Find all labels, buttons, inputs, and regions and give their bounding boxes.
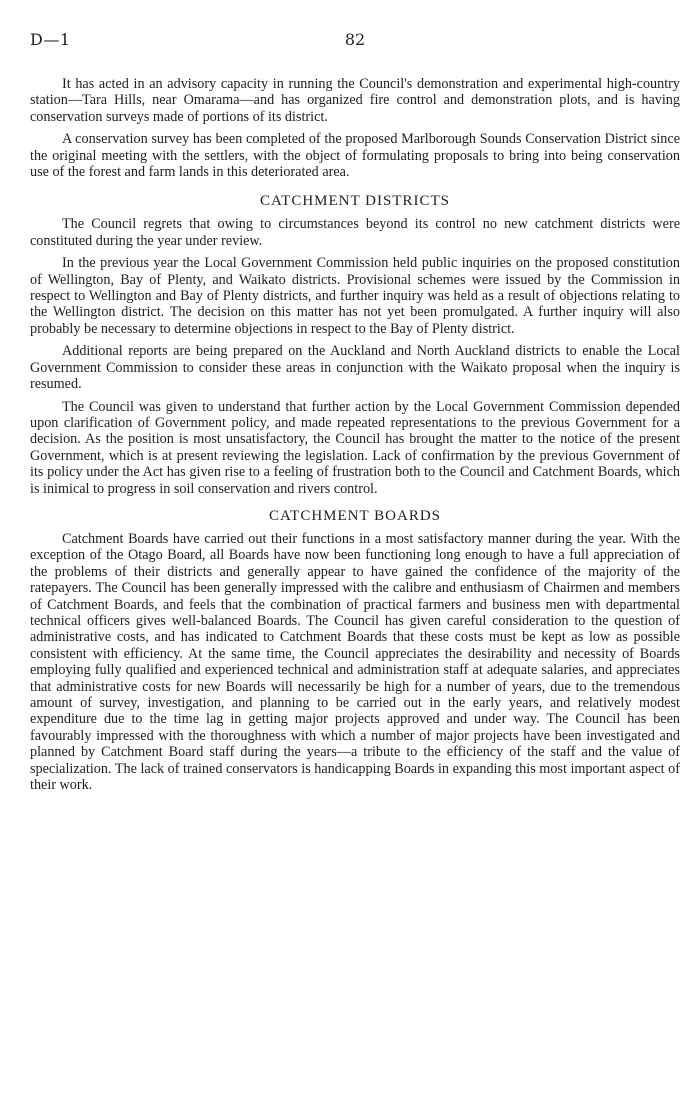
paragraph: Catchment Boards have carried out their functions in a most satisfactory manner during the year. With the exception of the Otago Board, all Boards have now been functioning long enough to have a full appreciation of the problems of their districts and generally appear to have gained the confidence of the majority of the ratepayers. The Council has been generally impressed with the calibre and enthusiasm of Chairmen and members of Catchment Boards, and feels that the combination of practical farmers and business men with departmental technical officers gives well-balanced Boards. The Council has given careful consideration to the question of administrative costs, and has indicated to Catchment Boards that these costs must be kept as low as possible consistent with efficiency. At the same time, the Council appreciates the desirability and necessity of Boards employing fully qualified and experienced technical and administration staff at adequate salaries, and appreciates that administrative costs for new Boards will necessarily be high for a number of years, due to the tremendous amount of survey, investigation, and planning to be carried out in the early years, and relatively modest expenditure due to the time lag in getting major projects approved and under way. The Council has been favourably impressed with the thoroughness with which a number of major projects have been investigated and planned by Catchment Board staff during the years—a tribute to the efficiency of the staff and the value of specialization. The lack of trained conservators is handicapping Boards in expanding this most important aspect of their work. <box>30 530 680 794</box>
paragraph: The Council regrets that owing to circumstances beyond its control no new catchment districts were constituted during the year under review. <box>30 216 680 249</box>
section-heading-catchment-districts: CATCHMENT DISTRICTS <box>260 193 450 210</box>
paragraph: The Council was given to understand that further action by the Local Government Commission depended upon clarification of Government policy, and made repeated representations to the previous Government for a decision. As the position is most unsatisfactory, the Council has brought the matter to the notice of the present Government, which is at present reviewing the legislation. Lack of confirmation by the previous Government of its policy under the Act has given rise to a feeling of frustration both to the Council and Catchment Boards, which is inimical to progress in soil conservation and rivers control. <box>30 398 680 497</box>
section-heading-catchment-boards: CATCHMENT BOARDS <box>269 507 441 524</box>
body-text <box>30 76 680 799</box>
paragraph: In the previous year the Local Government Commission held public inquiries on the proposed constitution of Wellington, Bay of Plenty, and Waikato districts. Provisional schemes were issued by the Commission in respect to Wellington and Bay of Plenty districts, and further inquiry was held as a result of objections relating to the Wellington district. The decision on this matter has not yet been promulgated. A further inquiry will also probably be necessary to determine objections in respect to the Bay of Plenty district. <box>30 255 680 337</box>
paragraph: It has acted in an advisory capacity in running the Council's demonstration and experimental high-country station—Tara Hills, near Omarama—and has organized fire control and demonstration plots, and is having conservation surveys made of portions of its district. <box>30 76 680 125</box>
paragraph: A conservation survey has been completed of the proposed Marlborough Sounds Conservation District since the original meeting with the settlers, with the object of formulating proposals to bring into being conservation use of the forest and farm lands in this deteriorated area. <box>30 131 680 181</box>
page-header <box>30 30 680 54</box>
page-number: 82 <box>344 30 366 49</box>
paragraph: Additional reports are being prepared on the Auckland and North Auckland districts to enable the Local Government Commission to consider these areas in conjunction with the Waikato proposal when the inquiry is resumed. <box>30 343 680 393</box>
document-reference: D—1 <box>30 30 71 49</box>
